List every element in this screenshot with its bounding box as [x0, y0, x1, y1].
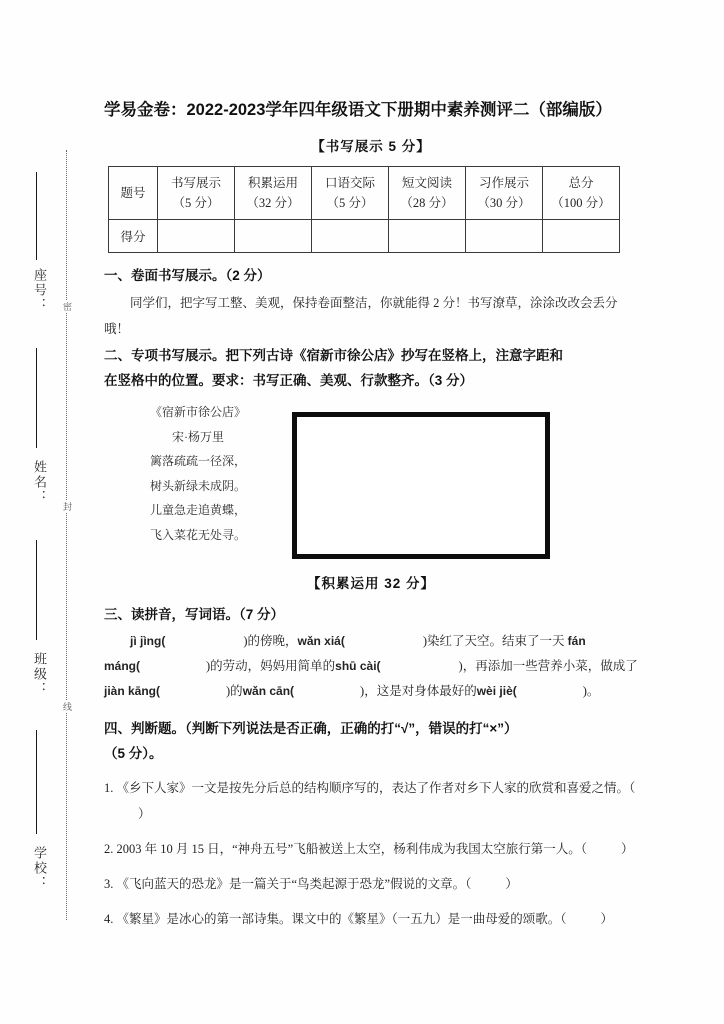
pinyin-weijie: wèi jiè(	[476, 684, 517, 698]
col-2-score: （32 分）	[246, 196, 300, 210]
tf-text-2: 2003 年 10 月 15 日，“神舟五号”飞船被送上太空，杨利伟成为我国太空旅行第一人。（	[116, 842, 587, 856]
table-row-scores	[109, 220, 620, 253]
section-4-heading-line1: 四、判断题。（判断下列说法是否正确，正确的打“√”，错误的打“×”）	[104, 721, 518, 736]
section-1-heading: 一、卷面书写展示。（2 分）	[104, 268, 271, 283]
margin-field-seat: 座号：	[32, 268, 47, 313]
table-cell-row-label-1: 题号	[109, 167, 158, 220]
score-table	[108, 166, 620, 253]
poem-title: 《宿新市徐公店》	[150, 405, 247, 419]
score-input-cell-3[interactable]	[312, 220, 389, 253]
poem-copy-area	[104, 400, 638, 565]
seal-dotted-line	[66, 150, 67, 920]
seal-char-mi: 密	[62, 302, 72, 311]
table-cell-col-4	[389, 167, 466, 220]
list-item	[104, 906, 638, 932]
tf-tail-4: ）	[600, 912, 614, 926]
poem-line-2: 树头新绿未成阴。	[150, 478, 247, 493]
col-4-score: （28 分）	[400, 196, 454, 210]
tf-text-4: 《繁星》是冰心的第一部诗集。课文中的《繁星》（一五九）是一曲母爱的颂歌。（	[116, 912, 567, 926]
pinyin-wanxia: wǎn xiá(	[297, 634, 345, 648]
pinyin-shucai: shū cài(	[335, 659, 381, 673]
table-cell-col-5	[466, 167, 543, 220]
section-1-body: 同学们，把字写工整、美观，保持卷面整洁，你就能得 2 分！书写潦草，涂涂改改会丢分哦！	[104, 296, 618, 336]
pinyin-text-3a: )的	[226, 684, 243, 698]
score-input-cell-5[interactable]	[466, 220, 543, 253]
col-6-score: （100 分）	[551, 196, 611, 210]
section-4-heading-line2: （5 分）。	[104, 746, 163, 761]
margin-rule-1	[36, 172, 37, 260]
pinyin-text-1b: )染红了天空。结束了一天	[422, 634, 565, 648]
table-cell-row-label-2: 得分	[109, 220, 158, 253]
margin-field-name: 姓名：	[32, 460, 47, 505]
seal-char-feng: 封	[62, 502, 72, 511]
pinyin-fan: fán	[567, 634, 586, 648]
tf-num-3: 3.	[104, 877, 114, 891]
part-heading-accumulation: 【积累运用 32 分】	[306, 576, 436, 591]
tf-num-1: 1.	[104, 781, 114, 795]
pinyin-text-2a: )的劳动，妈妈用简单的	[206, 659, 336, 673]
question-section-4	[104, 716, 638, 932]
pinyin-text-1a: )的傍晚，	[243, 634, 298, 648]
col-1-score: （5 分）	[172, 196, 220, 210]
tf-tail-2: ）	[620, 842, 634, 856]
margin-field-school: 学校：	[32, 846, 47, 891]
tf-num-4: 4.	[104, 912, 114, 926]
handwriting-answer-box[interactable]	[292, 412, 550, 559]
margin-rule-2	[36, 348, 37, 448]
table-cell-col-1	[158, 167, 235, 220]
list-item	[104, 775, 638, 827]
tf-tail-3: ）	[505, 877, 518, 891]
col-5-score: （30 分）	[477, 196, 531, 210]
table-cell-col-2	[235, 167, 312, 220]
col-3-name: 口语交际	[324, 176, 375, 190]
pinyin-jijing: jì jìng(	[130, 634, 166, 648]
col-6-name: 总分	[568, 176, 594, 190]
table-cell-col-3	[312, 167, 389, 220]
table-cell-col-6	[543, 167, 620, 220]
section-2-heading-line2: 在竖格中的位置。要求：书写正确、美观、行款整齐。（3 分）	[104, 373, 474, 388]
margin-field-class: 班级：	[32, 652, 47, 697]
page-title: 学易金卷：2022-2023学年四年级语文下册期中素养测评二（部编版）	[104, 101, 612, 119]
margin-rule-4	[36, 730, 37, 834]
col-4-name: 短文阅读	[401, 176, 452, 190]
col-1-name: 书写展示	[170, 176, 221, 190]
table-row-headers	[109, 167, 620, 220]
true-false-list	[104, 775, 638, 932]
poem-line-1: 篱落疏疏一径深，	[150, 454, 247, 468]
section-3-heading: 三、读拼音，写词语。（7 分）	[104, 607, 285, 622]
col-3-score: （5 分）	[326, 196, 374, 210]
section-2-heading-line1: 二、专项书写展示。把下列古诗《宿新市徐公店》抄写在竖格上，注意字距和	[104, 348, 563, 363]
question-section-3	[104, 602, 638, 704]
pinyin-text-2b: )，再添加一些营养小菜，做成了	[458, 659, 638, 673]
tf-text-1: 《乡下人家》一文是按先分后总的结构顺序写的，表达了作者对乡下人家的欣赏和喜爱之情。（	[116, 781, 636, 795]
poem-line-3: 儿童急走追黄蝶，	[150, 503, 247, 517]
pinyin-line-1	[104, 629, 638, 654]
pinyin-text-3c: )。	[582, 684, 600, 698]
score-input-cell-2[interactable]	[235, 220, 312, 253]
pinyin-wancan: wǎn cān(	[242, 684, 295, 698]
seal-char-xian: 线	[62, 702, 72, 711]
poem-line-4: 飞入菜花无处寻。	[150, 527, 247, 542]
question-section-1	[104, 263, 638, 342]
tf-num-2: 2.	[104, 842, 114, 856]
pinyin-line-2	[104, 654, 638, 679]
pinyin-jiankang: jiàn kāng(	[104, 684, 161, 698]
list-item	[104, 836, 638, 862]
tf-text-3: 《飞向蓝天的恐龙》是一篇关于“鸟类起源于恐龙”假说的文章。（	[116, 877, 472, 891]
score-input-cell-4[interactable]	[389, 220, 466, 253]
list-item	[104, 871, 638, 897]
col-5-name: 习作展示	[478, 176, 529, 190]
pinyin-mang: máng(	[104, 659, 140, 673]
part-heading-writing: 【书写展示 5 分】	[311, 139, 431, 154]
left-margin-seal-area	[0, 0, 92, 1024]
tf-tail-1: ）	[138, 807, 151, 821]
score-input-cell-6[interactable]	[543, 220, 620, 253]
section-3-pinyin-body	[104, 629, 638, 704]
col-2-name: 积累运用	[247, 176, 298, 190]
poem-author: 宋·杨万里	[172, 429, 224, 444]
margin-rule-3	[36, 540, 37, 640]
score-input-cell-1[interactable]	[158, 220, 235, 253]
pinyin-text-3b: )，这是对身体最好的	[360, 684, 477, 698]
question-section-2	[104, 343, 638, 393]
pinyin-line-3	[104, 679, 638, 704]
